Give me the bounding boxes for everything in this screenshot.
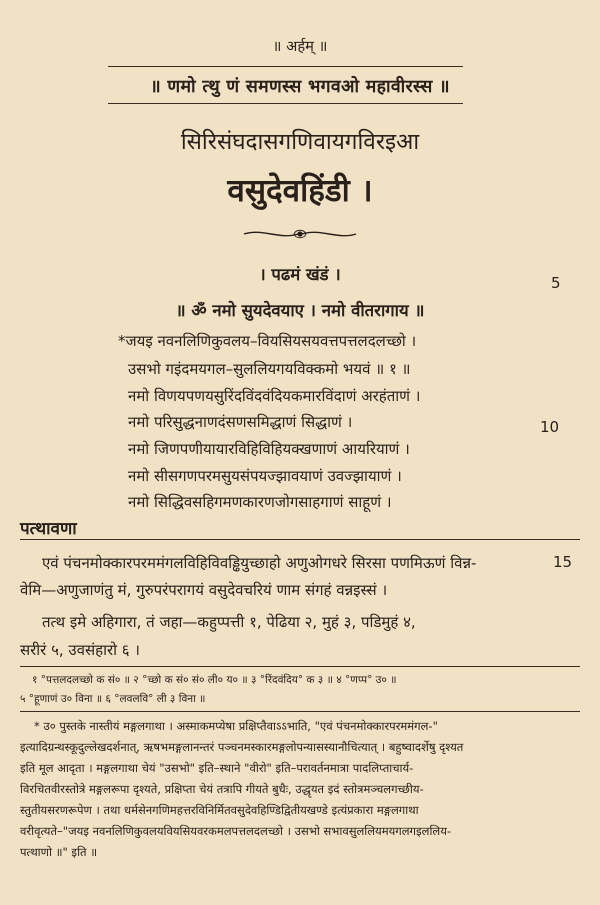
variant-readings: ५ °हूणाणं उ० विना ॥ ६ °लवलवि° ली ३ विना ॥	[20, 693, 206, 705]
footnote-line: विरचितवीरस्तोत्रे मङ्गलरूपा दृश्यते, प्रक्षिप्ता चेयं तत्रापि गीयते बुधैः, उद्धृयत इदं स्तोत्रमञ्चलगच्छीय-	[20, 782, 424, 796]
margin-line-number: 10	[540, 418, 560, 436]
book-title: वसुदेवहिंडी ।	[227, 173, 373, 209]
header-namokar: ॥ णमो त्थु णं समणस्स भगवओ महावीरस्स ॥	[150, 77, 450, 97]
paragraph-line: एवं पंचनमोक्कारपरममंगलविहिविवड्ढियुच्छाहो अणुओगधरे सिरसा पणमिऊणं विन्न-	[42, 554, 477, 572]
mangal-line: ॥ ॐ नमो सुयदेवयाए । नमो वीतरागाय ॥	[175, 301, 425, 320]
paragraph-line: तत्थ इमे अहिगारा, तं जहा—कहुप्पत्ती १, पेढिया २, मुहं ३, पडिमुहं ४,	[42, 613, 416, 631]
footnote-line: इत्यादिग्रन्थस्कूदुल्लेखदर्शनात्, ऋषभमङ्गलानन्तरं पञ्चनमस्कारमङ्गलोपन्यासस्यानौचित्यात् । बहुष्वादर्शेषु दृश्यत	[20, 740, 464, 754]
header-rule-bottom	[108, 103, 463, 104]
verse-line: नमो परिसुद्धनाणदंसणसमिद्धाणं सिद्धाणं ।	[128, 413, 353, 431]
footnote-rule	[20, 711, 580, 712]
variants-rule	[20, 666, 580, 667]
verse-line: *जयइ नवनलिणिकुवलय–वियसियसयवत्तपत्तलदलच्छो ।	[118, 332, 417, 350]
margin-line-number: 15	[553, 553, 573, 571]
khand-heading: । पढमं खंडं ।	[259, 265, 341, 284]
verse-line: नमो सीसगणपरमसुयसंपयज्झावयाणं उवज्झायाणं ।	[128, 467, 402, 485]
footnote-line: पत्थाणो ॥" इति ॥	[20, 845, 98, 859]
ornament-divider	[242, 226, 358, 242]
footnote-line: स्तुतीयसरणरूपेण । तथा धर्मसेनगणिमहत्तरविनिर्मितवसुदेवहिण्डिद्वितीयखण्डे इत्यंप्रकारा मङ्गलगाथा	[20, 803, 419, 817]
book-subtitle: सिरिसंघदासगणिवायगविरइआ	[180, 129, 420, 155]
footnote-line: इति मूल आदृता । मङ्गलगाथा चेयं "उसभो" इति–स्थाने "वीरो" इति–परावर्तनमात्रा पादलिप्ताचार्य-	[20, 761, 414, 775]
section-heading: पत्थावणा	[20, 519, 77, 539]
variant-readings: १ °पत्तलदलच्छो क सं० ॥ २ °च्छो क सं० सं० ली० य० ॥ ३ °रिंदवंदिय° क ३ ॥ ४ °णप्प° उ० ॥	[32, 674, 397, 686]
verse-line: नमो जिणपणीयायारविहिविहियक्खणाणं आयरियाणं ।	[128, 440, 410, 458]
footnote-line: वरीवृत्यते–"जयइ नवनलिणिकुवलयवियसियवरकमलपत्तलदलच्छो । उसभो सभावसुललियमयगलगइललिय-	[20, 824, 452, 838]
paragraph-line: सरीरं ५, उवसंहारो ६ ।	[20, 641, 140, 659]
margin-line-number: 5	[551, 274, 561, 292]
verse-line: नमो सिद्धिवसहिगमणकारणजोगसाहगाणं साहूणं ।	[128, 493, 392, 511]
section-rule	[20, 539, 580, 540]
header-arham: ॥ अर्हम् ॥	[272, 38, 328, 55]
verse-line: नमो विणयपणयसुरिंदविंदवंदियकमारविंदाणं अरहंताणं ।	[128, 387, 421, 405]
verse-line: उसभो गइंदमयगल–सुललियगयविक्कमो भयवं ॥ १ ॥	[128, 360, 411, 378]
footnote-line: * उ० पुस्तके नास्तीयं मङ्गलगाथा । अस्माकमप्येषा प्रक्षिप्तैवाऽऽभाति, "एवं पंचनमोक्कारपरममंगल-"	[34, 719, 438, 733]
header-rule-top	[108, 66, 463, 67]
paragraph-line: वेमि—अणुजाणंतु मं, गुरुपरंपरागयं वसुदेवचरियं णाम संगहं वन्नइस्सं ।	[20, 581, 388, 599]
